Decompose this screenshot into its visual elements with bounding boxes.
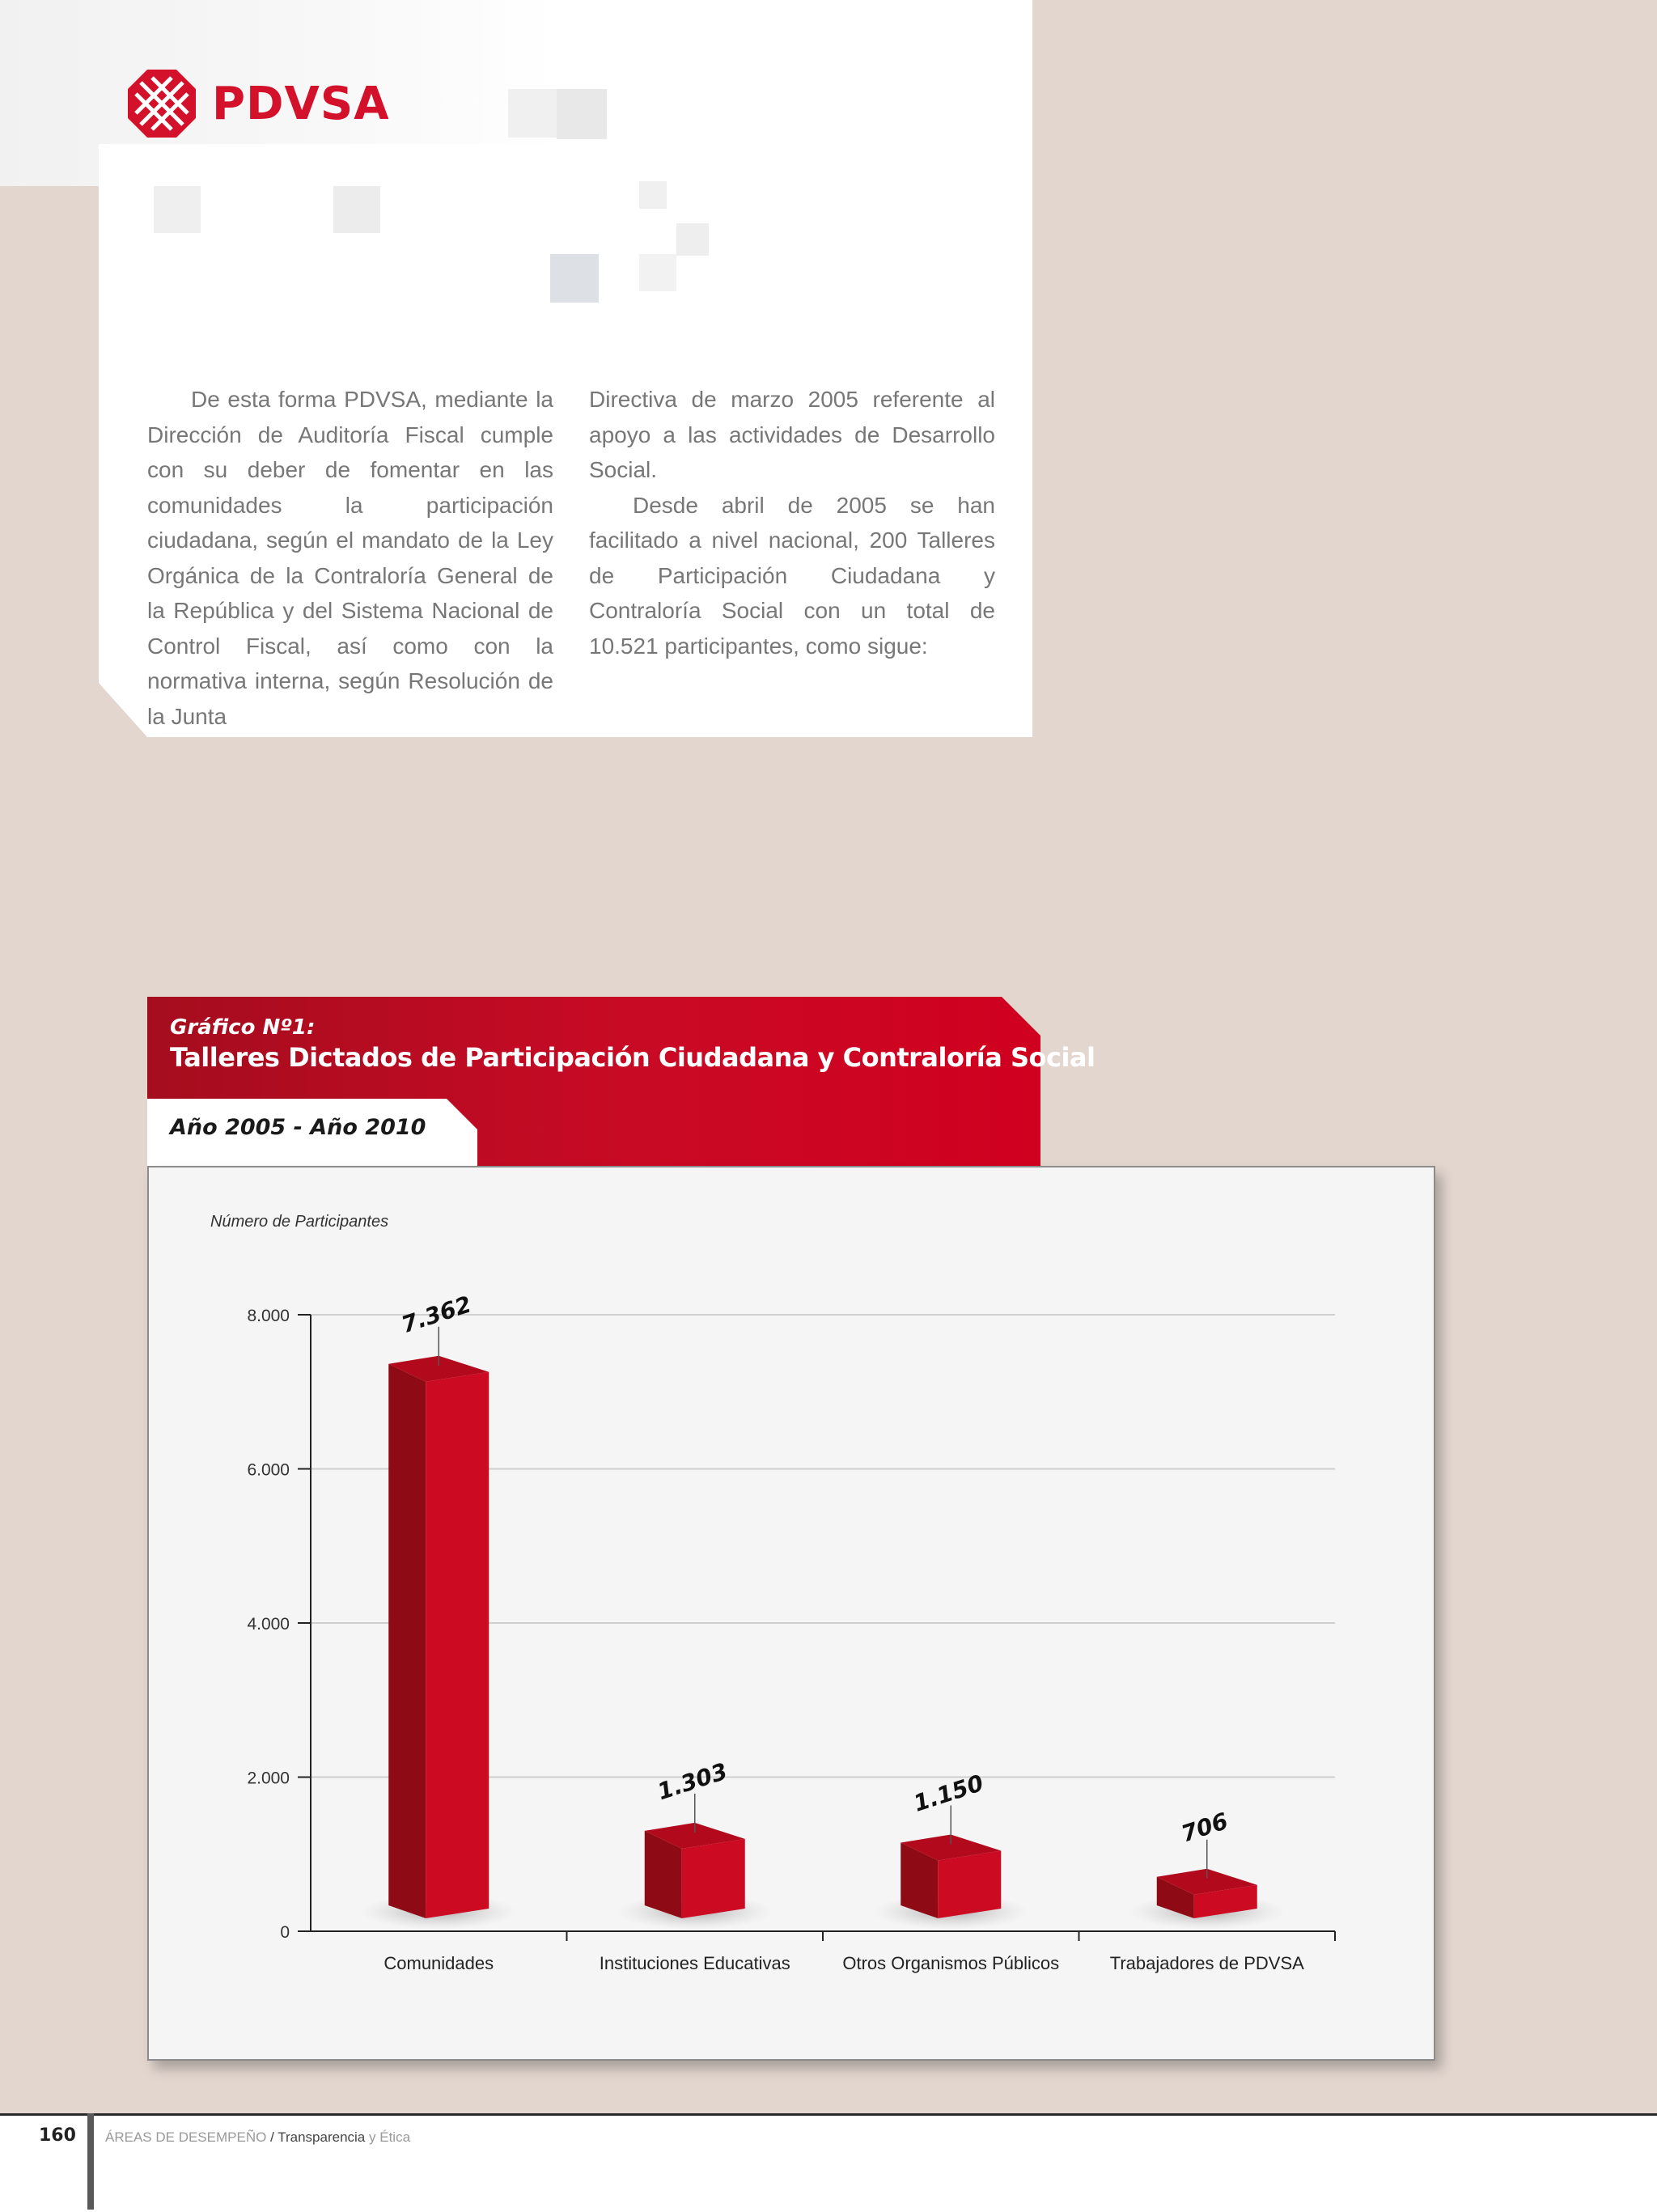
pixel-decoration xyxy=(639,254,676,291)
body-column-left xyxy=(147,382,553,734)
bar xyxy=(1129,1807,1285,1930)
value-label: 706 xyxy=(1177,1807,1231,1848)
y-tick-label: 2.000 xyxy=(247,1769,290,1788)
body-paragraph: De esta forma PDVSA, mediante la Dirección de Auditoría Fiscal cumple con su deber de fomentar en las comunidades la participación ciudadana, según el mandato de la Ley Orgánica de la Contraloría General de la República y del Sistema Nacional de Control Fiscal, así como con la normativa interna, según Resolución de la Junta xyxy=(147,387,553,729)
pixel-decoration xyxy=(508,89,557,138)
value-label: 7.362 xyxy=(398,1290,475,1339)
page-footer xyxy=(0,2113,1657,2212)
footer-subsection-a: Transparencia xyxy=(278,2129,366,2145)
value-label: 1.150 xyxy=(910,1769,987,1817)
y-tick-label: 4.000 xyxy=(247,1615,290,1634)
pixel-decoration xyxy=(639,181,667,209)
pixel-decoration xyxy=(333,186,380,233)
bar-side-face xyxy=(388,1364,426,1918)
footer-separator: / xyxy=(270,2129,274,2145)
chart-title: Talleres Dictados de Participación Ciudadana y Contraloría Social xyxy=(170,1042,1095,1073)
chart-period: Año 2005 - Año 2010 xyxy=(170,1115,426,1140)
body-column-right xyxy=(589,382,995,663)
y-tick-label: 8.000 xyxy=(247,1307,290,1325)
logo-wordmark: PDVSA xyxy=(212,77,390,130)
bar xyxy=(361,1290,517,1930)
body-paragraph: Directiva de marzo 2005 referente al apoyo a las actividades de Desarrollo Social. xyxy=(589,387,995,482)
page-number: 160 xyxy=(39,2125,76,2146)
chart-frame xyxy=(147,1166,1435,2061)
category-label: Trabajadores de PDVSA xyxy=(1109,1953,1304,1973)
body-paragraph: Desde abril de 2005 se han facilitado a nivel nacional, 200 Talleres de Participación Ciudadana y Contraloría Social con un total de 10.521 participantes, como sigue: xyxy=(589,492,995,659)
category-label: Comunidades xyxy=(384,1953,494,1973)
chart-number: Gráfico Nº1: xyxy=(170,1015,316,1040)
pixel-decoration xyxy=(676,223,709,256)
bar xyxy=(873,1769,1029,1930)
y-tick-label: 6.000 xyxy=(247,1460,290,1480)
footer-divider xyxy=(87,2113,94,2210)
pixel-decoration xyxy=(550,254,599,303)
footer-breadcrumb xyxy=(105,2129,410,2146)
y-tick-label: 0 xyxy=(280,1923,290,1942)
y-axis-label: Número de Participantes xyxy=(210,1213,389,1231)
category-label: Instituciones Educativas xyxy=(599,1953,790,1973)
pdvsa-logo xyxy=(125,65,390,142)
text-panel-top xyxy=(557,0,1032,144)
bar-front-face xyxy=(426,1372,489,1918)
pixel-decoration xyxy=(154,186,201,233)
bar-front-face xyxy=(938,1850,1001,1918)
value-label: 1.303 xyxy=(654,1757,731,1806)
footer-subsection-b: Ética xyxy=(379,2129,411,2145)
bar-front-face xyxy=(682,1839,745,1918)
footer-section: ÁREAS DE DESEMPEÑO xyxy=(105,2129,267,2145)
pdvsa-emblem-icon xyxy=(125,66,199,141)
category-label: Otros Organismos Públicos xyxy=(842,1953,1060,1973)
bar-chart xyxy=(149,1167,1434,2059)
pixel-decoration xyxy=(557,89,607,139)
footer-conjunction: y xyxy=(369,2129,376,2145)
bar xyxy=(617,1757,773,1930)
